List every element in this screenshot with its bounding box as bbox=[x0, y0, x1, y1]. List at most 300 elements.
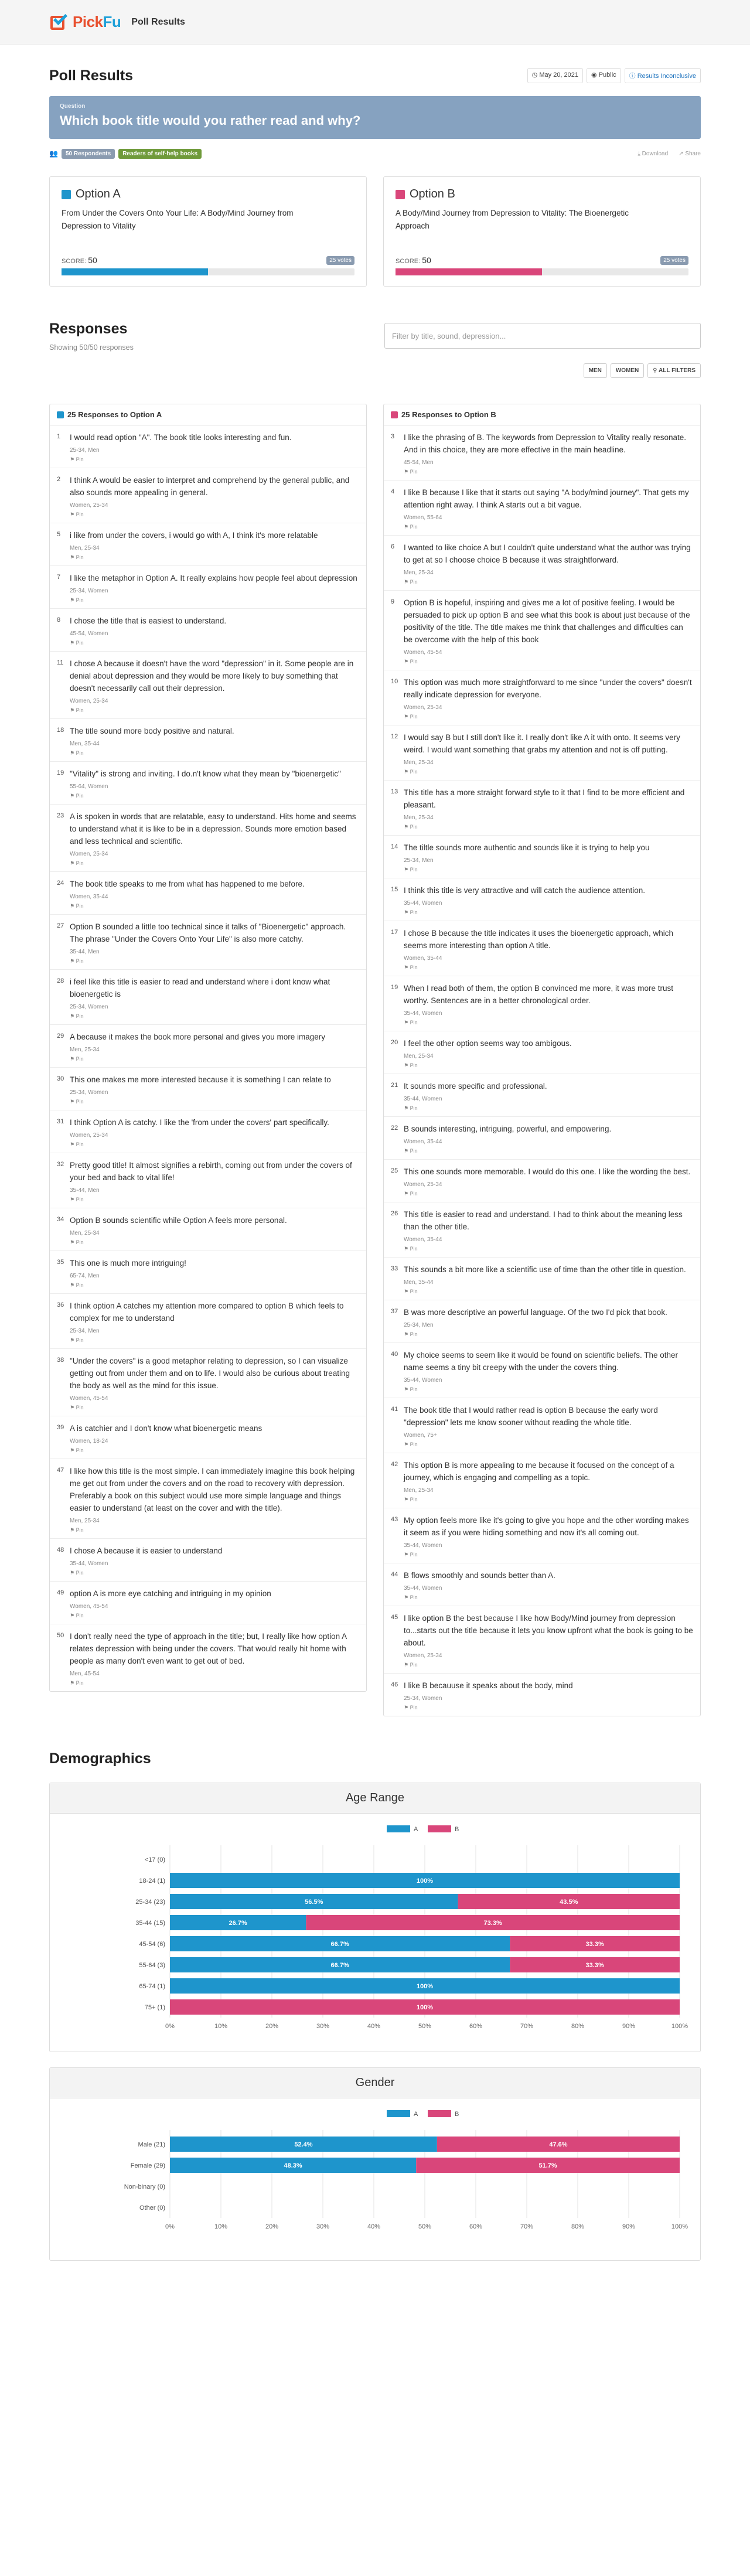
pin-icon: ⚑ bbox=[404, 1062, 409, 1068]
pin-button[interactable]: ⚑ Pin bbox=[70, 456, 84, 462]
response-text: Option B sounds scientific while Option A feels more personal. bbox=[70, 1216, 287, 1225]
response-number: 37 bbox=[391, 1308, 398, 1315]
x-tick-label: 70% bbox=[520, 2223, 534, 2230]
x-tick-label: 90% bbox=[622, 2023, 636, 2030]
pin-icon: ⚑ bbox=[70, 793, 75, 799]
pin-button[interactable]: ⚑ Pin bbox=[70, 640, 84, 646]
x-tick-label: 0% bbox=[165, 2223, 175, 2230]
response-text: My choice seems to seem like it would be found on scientific beliefs. The other name seems a tiny bit creepy with the under the covers thing. bbox=[404, 1351, 678, 1372]
pin-icon: ⚑ bbox=[404, 1497, 409, 1502]
pin-button[interactable]: ⚑ Pin bbox=[70, 597, 84, 603]
pin-button[interactable]: ⚑ Pin bbox=[404, 1442, 418, 1447]
response-text: I chose the title that is easiest to understand. bbox=[70, 616, 227, 625]
pin-button[interactable]: ⚑ Pin bbox=[404, 824, 418, 830]
respondent-demographics: Women, 25-34 bbox=[70, 851, 108, 857]
response-item bbox=[384, 921, 700, 976]
response-item bbox=[384, 536, 700, 591]
respondent-demographics: Men, 25-34 bbox=[404, 1053, 434, 1059]
pin-button[interactable]: ⚑ Pin bbox=[404, 1497, 418, 1502]
response-number: 13 bbox=[391, 788, 398, 795]
response-item bbox=[384, 1258, 700, 1300]
respondent-demographics: 35-44, Women bbox=[404, 1542, 442, 1549]
response-number: 44 bbox=[391, 1571, 398, 1578]
share-icon: ↗ bbox=[679, 150, 684, 157]
filter-input[interactable]: Filter by title, sound, depression... bbox=[384, 323, 701, 349]
response-text: A is catchier and I don't know what bioenergetic means bbox=[70, 1424, 262, 1433]
respondent-demographics: 35-44, Women bbox=[404, 900, 442, 907]
response-number: 35 bbox=[57, 1259, 64, 1266]
option-a-title: Option A bbox=[76, 188, 121, 200]
category-label: 25-34 (23) bbox=[135, 1899, 165, 1906]
response-number: 45 bbox=[391, 1614, 398, 1621]
response-item bbox=[384, 878, 700, 921]
response-number: 15 bbox=[391, 886, 398, 893]
filter-icon: ⚲ bbox=[653, 367, 657, 374]
response-number: 21 bbox=[391, 1082, 398, 1089]
pin-icon: ⚑ bbox=[404, 1191, 409, 1197]
date-chip: ◷ May 20, 2021 bbox=[527, 68, 583, 83]
respondent-demographics: 35-44, Women bbox=[404, 1096, 442, 1102]
respondent-demographics: Women, 75+ bbox=[404, 1432, 437, 1439]
response-number: 18 bbox=[57, 727, 64, 734]
option-b-swatch bbox=[391, 411, 398, 418]
pin-button[interactable]: ⚑ Pin bbox=[404, 909, 418, 915]
clock-icon: ◷ bbox=[531, 71, 538, 79]
x-tick-label: 0% bbox=[165, 2023, 175, 2030]
category-label: 45-54 (6) bbox=[139, 1941, 165, 1948]
pin-icon: ⚑ bbox=[404, 659, 409, 665]
x-tick-label: 80% bbox=[571, 2023, 585, 2030]
respondent-demographics: 25-34, Women bbox=[70, 588, 108, 594]
respondent-demographics: Men, 25-34 bbox=[70, 1230, 100, 1236]
bar-data-label: 52.4% bbox=[294, 2141, 313, 2148]
response-text: The book title that I would rather read is option B because the early word "depression" lets me know sooner without reading the whole title. bbox=[404, 1406, 658, 1427]
response-text: This one makes me more interested because it is something I can relate to bbox=[70, 1075, 331, 1084]
response-number: 49 bbox=[57, 1589, 64, 1596]
response-text: A is spoken in words that are relatable, easy to understand. Hits home and seems to understand what it is like to be in a depression. Sounds more emotion based and less technical and scientific. bbox=[70, 812, 356, 846]
response-text: The tiltle sounds more authentic and sounds like it is trying to help you bbox=[404, 843, 650, 852]
response-item bbox=[384, 836, 700, 878]
response-text: I think this title is very attractive and will catch the audience attention. bbox=[404, 886, 645, 895]
bar-data-label: 73.3% bbox=[483, 1920, 502, 1927]
response-text: I chose A because it is easier to understand bbox=[70, 1546, 223, 1555]
pin-button[interactable]: ⚑ Pin bbox=[404, 469, 418, 475]
pin-icon: ⚑ bbox=[404, 1246, 409, 1252]
response-text: I wanted to like choice A but I couldn't quite understand what the author was trying to get at so I choose choice B because it was straightforward. bbox=[404, 543, 691, 564]
response-text: I like option B the best because I like how Body/Mind journey from depression to...starts out the title because it lets you know upfront what the book is going to be about. bbox=[404, 1614, 693, 1647]
response-item bbox=[384, 1202, 700, 1258]
response-item bbox=[50, 1582, 366, 1624]
response-number: 48 bbox=[57, 1546, 64, 1553]
response-item bbox=[384, 425, 700, 481]
page-title: Poll Results bbox=[49, 67, 134, 84]
pin-button[interactable]: ⚑ Pin bbox=[70, 1099, 84, 1105]
pin-button[interactable]: ⚑ Pin bbox=[70, 1680, 84, 1686]
age-range-chart-svg bbox=[64, 1819, 686, 2042]
pin-icon: ⚑ bbox=[70, 860, 75, 866]
pin-button[interactable]: ⚑ Pin bbox=[404, 1191, 418, 1197]
pin-icon: ⚑ bbox=[404, 769, 409, 775]
response-item bbox=[50, 762, 366, 805]
category-label: Male (21) bbox=[138, 2141, 165, 2148]
x-tick-label: 30% bbox=[316, 2023, 330, 2030]
x-tick-label: 40% bbox=[367, 2023, 381, 2030]
option-b-responses-title: 25 Responses to Option B bbox=[401, 410, 496, 419]
pin-button[interactable]: ⚑ Pin bbox=[404, 1246, 418, 1252]
response-number: 27 bbox=[57, 922, 64, 929]
pin-icon: ⚑ bbox=[404, 1442, 409, 1447]
response-text: This option B is more appealing to me because it focused on the concept of a journey, which is engaging and compelling as a topic. bbox=[404, 1461, 674, 1482]
response-item bbox=[50, 805, 366, 872]
response-text: I like B becauuse it speaks about the body, mind bbox=[404, 1681, 573, 1690]
response-number: 17 bbox=[391, 929, 398, 936]
legend-swatch-a bbox=[387, 2110, 410, 2117]
response-item bbox=[50, 1349, 366, 1416]
gender-chart bbox=[49, 2067, 701, 2261]
respondent-demographics: Women, 25-34 bbox=[70, 502, 108, 509]
respondent-demographics: Women, 45-54 bbox=[70, 1395, 108, 1402]
response-number: 1 bbox=[57, 433, 61, 440]
x-tick-label: 50% bbox=[418, 2223, 432, 2230]
option-a-votes: 25 votes bbox=[326, 256, 354, 265]
pin-button[interactable]: ⚑ Pin bbox=[404, 1331, 418, 1337]
response-text: I like the metaphor in Option A. It really explains how people feel about depression bbox=[70, 574, 357, 582]
legend-label-a: A bbox=[414, 1826, 418, 1833]
all-filters-button[interactable]: ⚲ ALL FILTERS bbox=[647, 363, 701, 378]
pin-button[interactable]: ⚑ Pin bbox=[70, 1527, 84, 1533]
response-number: 24 bbox=[57, 880, 64, 887]
respondent-demographics: Men, 25-34 bbox=[404, 759, 434, 766]
response-number: 23 bbox=[57, 812, 64, 819]
filter-women-button[interactable]: WOMEN bbox=[611, 363, 644, 378]
option-b-title: Option B bbox=[410, 188, 455, 200]
pin-button[interactable]: ⚑ Pin bbox=[404, 659, 418, 665]
response-number: 36 bbox=[57, 1301, 64, 1309]
pin-icon: ⚑ bbox=[404, 1662, 409, 1668]
response-number: 10 bbox=[391, 678, 398, 685]
response-number: 8 bbox=[57, 616, 61, 623]
response-number: 40 bbox=[391, 1351, 398, 1358]
response-item bbox=[50, 523, 366, 566]
category-label: 35-44 (15) bbox=[135, 1920, 165, 1927]
pin-button[interactable]: ⚑ Pin bbox=[70, 750, 84, 756]
pin-button[interactable]: ⚑ Pin bbox=[70, 1570, 84, 1576]
response-number: 26 bbox=[391, 1210, 398, 1217]
pin-button[interactable]: ⚑ Pin bbox=[404, 579, 418, 585]
response-item bbox=[50, 1251, 366, 1294]
response-text: My option feels more like it's going to give you hope and the other wording makes it seem as if you were hiding something and now it's all coming out. bbox=[404, 1516, 689, 1537]
option-a-score: SCORE: 50 bbox=[62, 255, 97, 265]
response-text: I chose B because the title indicates it uses the bioenergetic approach, which seems more interesting than option A title. bbox=[404, 929, 674, 950]
bar-data-label: 100% bbox=[416, 1983, 434, 1990]
pin-button[interactable]: ⚑ Pin bbox=[404, 965, 418, 970]
option-a-responses bbox=[49, 404, 367, 1692]
pin-button[interactable]: ⚑ Pin bbox=[404, 867, 418, 873]
pin-button[interactable]: ⚑ Pin bbox=[404, 524, 418, 530]
pin-icon: ⚑ bbox=[70, 554, 75, 560]
response-item bbox=[50, 425, 366, 468]
pin-button[interactable]: ⚑ Pin bbox=[70, 958, 84, 964]
pin-button[interactable]: ⚑ Pin bbox=[70, 707, 84, 713]
response-text: This one is much more intriguing! bbox=[70, 1259, 186, 1267]
response-text: Option B sounded a little too technical since it talks of "Bioenergetic" approach. The phrase "Under the Covers Onto Your Life" is also more catchy. bbox=[70, 922, 346, 943]
category-label: Non-binary (0) bbox=[124, 2183, 165, 2190]
response-number: 29 bbox=[57, 1033, 64, 1040]
legend-swatch-b bbox=[428, 2110, 451, 2117]
bar-data-label: 33.3% bbox=[585, 1962, 604, 1969]
response-number: 39 bbox=[57, 1424, 64, 1431]
respondent-demographics: Women, 35-44 bbox=[404, 1236, 442, 1243]
legend-swatch-b bbox=[428, 1825, 451, 1832]
pin-button[interactable]: ⚑ Pin bbox=[404, 1105, 418, 1111]
response-item bbox=[50, 719, 366, 762]
pin-icon: ⚑ bbox=[404, 1386, 409, 1392]
response-item bbox=[384, 1563, 700, 1606]
response-number: 31 bbox=[57, 1118, 64, 1125]
pin-button[interactable]: ⚑ Pin bbox=[70, 793, 84, 799]
share-button[interactable]: ↗ Share bbox=[679, 150, 701, 157]
response-item bbox=[50, 609, 366, 652]
response-item bbox=[384, 1160, 700, 1202]
pin-button[interactable]: ⚑ Pin bbox=[404, 1148, 418, 1154]
response-item bbox=[384, 1453, 700, 1508]
respondent-demographics: 25-34, Men bbox=[70, 1328, 100, 1334]
response-item bbox=[384, 976, 700, 1031]
pin-button[interactable]: ⚑ Pin bbox=[70, 1282, 84, 1288]
brand-name: PickFu bbox=[73, 13, 121, 30]
response-text: I feel the other option seems way too ambigous. bbox=[404, 1039, 572, 1048]
pin-icon: ⚑ bbox=[70, 1527, 75, 1533]
pin-button[interactable]: ⚑ Pin bbox=[404, 1705, 418, 1710]
response-number: 32 bbox=[57, 1161, 64, 1168]
option-b-desc: A Body/Mind Journey from Depression to Vitality: The Bioenergetic Approach bbox=[396, 209, 629, 230]
pin-button[interactable]: ⚑ Pin bbox=[404, 1062, 418, 1068]
pin-icon: ⚑ bbox=[404, 1331, 409, 1337]
response-text: This option was much more straightforward to me since "under the covers" doesn't really indicate depression for everyone. bbox=[404, 678, 692, 699]
pin-icon: ⚑ bbox=[70, 1447, 75, 1453]
x-tick-label: 80% bbox=[571, 2223, 585, 2230]
age-range-chart-title: Age Range bbox=[50, 1783, 700, 1814]
pin-button[interactable]: ⚑ Pin bbox=[70, 1197, 84, 1202]
pin-button[interactable]: ⚑ Pin bbox=[70, 1239, 84, 1245]
response-text: i feel like this title is easier to read and understand where i dont know what bioenergetic is bbox=[70, 977, 330, 999]
top-bar bbox=[0, 0, 750, 45]
response-number: 41 bbox=[391, 1406, 398, 1413]
bar-data-label: 100% bbox=[416, 1878, 434, 1885]
response-item bbox=[384, 1508, 700, 1563]
response-item bbox=[50, 1208, 366, 1251]
pin-icon: ⚑ bbox=[404, 909, 409, 915]
pin-button[interactable]: ⚑ Pin bbox=[404, 1386, 418, 1392]
respondents-tag: 50 Respondents bbox=[62, 149, 115, 159]
response-item bbox=[384, 1300, 700, 1343]
pin-icon: ⚑ bbox=[70, 707, 75, 713]
response-number: 20 bbox=[391, 1039, 398, 1046]
results-status-link[interactable]: ⓘ Results Inconclusive bbox=[625, 68, 701, 83]
pin-button[interactable]: ⚑ Pin bbox=[70, 860, 84, 866]
respondent-demographics: Women, 45-54 bbox=[404, 649, 442, 656]
respondent-demographics: 25-34, Men bbox=[404, 857, 434, 864]
age-range-chart bbox=[49, 1783, 701, 2052]
response-item bbox=[384, 1606, 700, 1674]
bar-data-label: 66.7% bbox=[330, 1962, 349, 1969]
pin-button[interactable]: ⚑ Pin bbox=[404, 1020, 418, 1025]
response-text: Pretty good title! It almost signifies a rebirth, coming out from under the covers of your bed and back to vital life! bbox=[70, 1161, 352, 1182]
response-text: "Vitality" is strong and inviting. I do.n't know what they mean by "bioenergetic" bbox=[70, 769, 341, 778]
x-tick-label: 100% bbox=[671, 2223, 688, 2230]
pin-button[interactable]: ⚑ Pin bbox=[70, 1056, 84, 1062]
respondent-demographics: Women, 25-34 bbox=[404, 1181, 442, 1188]
response-item bbox=[50, 1068, 366, 1110]
response-text: This title has a more straight forward style to it that I find to be more efficient and pleasant. bbox=[404, 788, 685, 809]
pin-icon: ⚑ bbox=[70, 1570, 75, 1576]
response-item bbox=[384, 1031, 700, 1074]
response-number: 19 bbox=[391, 984, 398, 991]
option-a-swatch bbox=[62, 190, 71, 199]
response-number: 43 bbox=[391, 1516, 398, 1523]
pin-button[interactable]: ⚑ Pin bbox=[70, 1613, 84, 1618]
bar-data-label: 51.7% bbox=[538, 2162, 557, 2169]
pin-icon: ⚑ bbox=[70, 1056, 75, 1062]
pin-button[interactable]: ⚑ Pin bbox=[70, 512, 84, 517]
response-text: I like how this title is the most simple. I can immediately imagine this book helping me get out from under the covers and on the road to recovery with depression. Preferably a book on this subject would use more simple language and things easier to understand (at least on the cover and with the title). bbox=[70, 1467, 355, 1512]
response-number: 7 bbox=[57, 574, 61, 581]
pin-button[interactable]: ⚑ Pin bbox=[404, 1594, 418, 1600]
pin-icon: ⚑ bbox=[70, 1099, 75, 1105]
response-text: This sounds a bit more like a scientific use of time than the other title in question. bbox=[404, 1265, 686, 1274]
response-number: 42 bbox=[391, 1461, 398, 1468]
respondent-demographics: 25-34, Women bbox=[404, 1695, 442, 1702]
pin-icon: ⚑ bbox=[70, 1337, 75, 1343]
x-tick-label: 30% bbox=[316, 2223, 330, 2230]
pin-button[interactable]: ⚑ Pin bbox=[404, 1662, 418, 1668]
response-number: 47 bbox=[57, 1467, 64, 1474]
pin-button[interactable]: ⚑ Pin bbox=[70, 1447, 84, 1453]
response-item bbox=[384, 481, 700, 536]
response-text: It sounds more specific and professional. bbox=[404, 1082, 547, 1091]
pin-button[interactable]: ⚑ Pin bbox=[70, 1013, 84, 1019]
respondent-demographics: Women, 35-44 bbox=[70, 894, 108, 900]
response-text: When I read both of them, the option B convinced me more, it was more trust worthy. Sentences are in a better chronological order. bbox=[404, 984, 673, 1005]
pin-icon: ⚑ bbox=[404, 469, 409, 475]
x-tick-label: 100% bbox=[671, 2023, 688, 2030]
respondent-demographics: 65-74, Men bbox=[70, 1273, 100, 1279]
pin-button[interactable]: ⚑ Pin bbox=[404, 1552, 418, 1558]
response-number: 25 bbox=[391, 1167, 398, 1174]
respondent-demographics: 25-34, Men bbox=[70, 447, 100, 454]
response-text: B flows smoothly and sounds better than A. bbox=[404, 1571, 555, 1580]
bar-data-label: 56.5% bbox=[305, 1899, 323, 1906]
download-icon: ⤓ bbox=[638, 150, 640, 157]
eye-icon: ◉ bbox=[591, 71, 597, 79]
response-item bbox=[50, 1025, 366, 1068]
response-number: 2 bbox=[57, 476, 61, 483]
pin-button[interactable]: ⚑ Pin bbox=[70, 554, 84, 560]
logo[interactable] bbox=[49, 12, 121, 32]
response-text: i like from under the covers, i would go with A, I think it's more relatable bbox=[70, 531, 318, 540]
option-a-desc: From Under the Covers Onto Your Life: A Body/Mind Journey from Depression to Vitality bbox=[62, 209, 294, 230]
legend-label-a: A bbox=[414, 2111, 418, 2118]
respondent-demographics: 35-44, Women bbox=[404, 1010, 442, 1017]
respondent-demographics: Men, 45-54 bbox=[70, 1671, 100, 1677]
response-number: 12 bbox=[391, 733, 398, 740]
legend-swatch-a bbox=[387, 1825, 410, 1832]
respondent-demographics: 25-34, Women bbox=[70, 1004, 108, 1010]
bar-data-label: 33.3% bbox=[585, 1941, 604, 1948]
download-button[interactable]: ⤓ Download bbox=[638, 150, 669, 157]
pin-button[interactable]: ⚑ Pin bbox=[404, 769, 418, 775]
pin-button[interactable]: ⚑ Pin bbox=[404, 1289, 418, 1294]
respondent-demographics: Women, 25-34 bbox=[404, 1652, 442, 1659]
pin-button[interactable]: ⚑ Pin bbox=[70, 1337, 84, 1343]
response-item bbox=[50, 915, 366, 970]
category-label: 65-74 (1) bbox=[139, 1983, 165, 1990]
response-item bbox=[384, 591, 700, 670]
response-text: option A is more eye catching and intriguing in my opinion bbox=[70, 1589, 271, 1598]
response-number: 5 bbox=[57, 531, 61, 538]
response-item bbox=[384, 670, 700, 725]
response-text: "Under the covers" is a good metaphor relating to depression, so I can visualize getting out from under them and on to life. I would also be curious about treating the body as well as the mind for this issue. bbox=[70, 1357, 350, 1390]
pin-icon: ⚑ bbox=[404, 714, 409, 720]
x-tick-label: 50% bbox=[418, 2023, 432, 2030]
response-item bbox=[384, 781, 700, 836]
response-item bbox=[50, 970, 366, 1025]
response-text: I would read option "A". The book title looks interesting and fun. bbox=[70, 433, 292, 442]
response-number: 38 bbox=[57, 1357, 64, 1364]
response-number: 4 bbox=[391, 488, 395, 495]
response-item bbox=[50, 872, 366, 915]
bar-data-label: 66.7% bbox=[330, 1941, 349, 1948]
question-banner bbox=[49, 96, 701, 139]
pin-button[interactable]: ⚑ Pin bbox=[70, 1405, 84, 1410]
pin-icon: ⚑ bbox=[404, 965, 409, 970]
option-b-responses bbox=[383, 404, 701, 1716]
pin-icon: ⚑ bbox=[70, 750, 75, 756]
respondent-demographics: Women, 18-24 bbox=[70, 1438, 108, 1444]
response-number: 6 bbox=[391, 543, 395, 550]
respondent-demographics: Men, 25-34 bbox=[404, 1487, 434, 1494]
x-tick-label: 70% bbox=[520, 2023, 534, 2030]
gender-chart-title: Gender bbox=[50, 2068, 700, 2098]
pin-button[interactable]: ⚑ Pin bbox=[70, 1142, 84, 1147]
demographics-title: Demographics bbox=[49, 1750, 151, 1767]
respondent-demographics: 35-44, Women bbox=[404, 1377, 442, 1384]
respondent-demographics: Men, 25-34 bbox=[404, 815, 434, 821]
response-item bbox=[50, 1294, 366, 1349]
pin-icon: ⚑ bbox=[404, 824, 409, 830]
response-item bbox=[384, 725, 700, 781]
pin-icon: ⚑ bbox=[70, 1197, 75, 1202]
respondent-demographics: Women, 25-34 bbox=[404, 704, 442, 711]
x-tick-label: 20% bbox=[265, 2023, 279, 2030]
filter-men-button[interactable]: MEN bbox=[584, 363, 607, 378]
respondent-demographics: Men, 35-44 bbox=[70, 741, 100, 747]
response-text: I like B because I like that it starts out saying "A body/mind journey". That gets my attention right away. I think A starts out a bit vague. bbox=[404, 488, 689, 509]
respondent-demographics: Women, 45-54 bbox=[70, 1603, 108, 1610]
bar-data-label: 100% bbox=[416, 2004, 434, 2011]
option-b-score: SCORE: 50 bbox=[396, 255, 431, 265]
pin-icon: ⚑ bbox=[404, 1148, 409, 1154]
pin-button[interactable]: ⚑ Pin bbox=[404, 714, 418, 720]
gender-chart-svg bbox=[64, 2104, 686, 2251]
option-a-card bbox=[49, 176, 367, 287]
pin-icon: ⚑ bbox=[404, 1105, 409, 1111]
category-label: 55-64 (3) bbox=[139, 1962, 165, 1969]
response-text: The book title speaks to me from what has happened to me before. bbox=[70, 880, 305, 888]
respondent-demographics: Women, 55-64 bbox=[404, 514, 442, 521]
response-number: 50 bbox=[57, 1632, 64, 1639]
pin-button[interactable]: ⚑ Pin bbox=[70, 903, 84, 909]
